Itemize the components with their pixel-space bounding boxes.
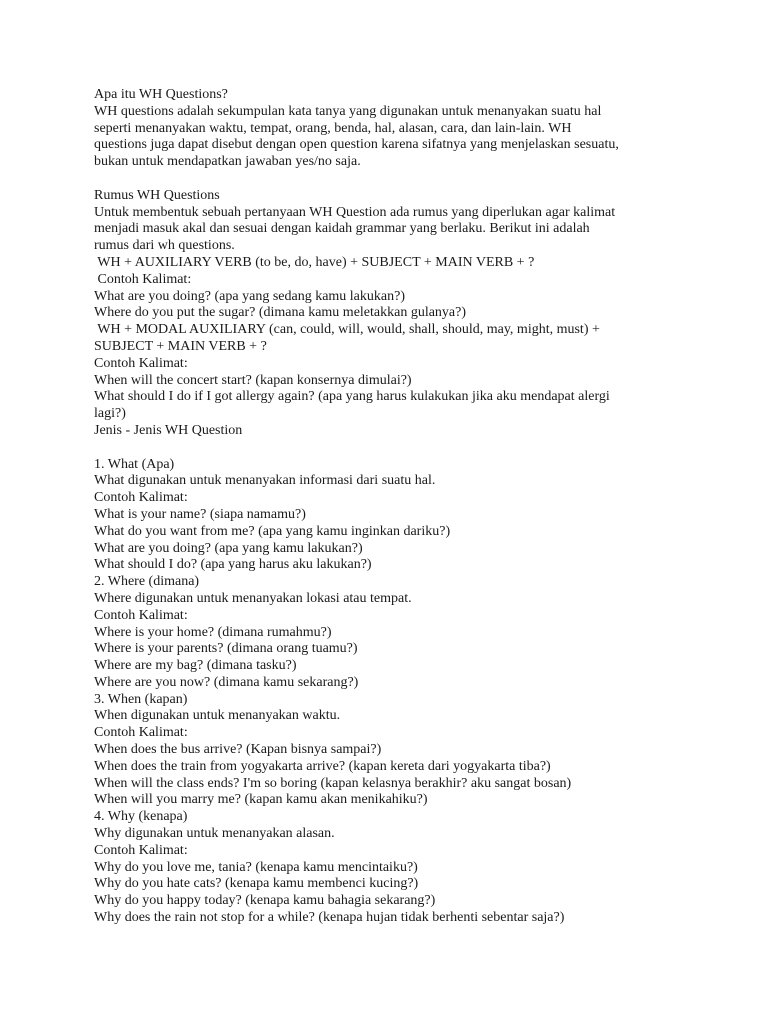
text-line: 4. Why (kenapa): [94, 809, 188, 825]
text-line: 2. Where (dimana): [94, 574, 200, 590]
text-line: What are you doing? (apa yang kamu lakukan?): [94, 540, 363, 556]
text-line: When does the train from yogyakarta arrive? (kapan kereta dari yogyakarta tiba?): [94, 758, 551, 774]
text-line: 1. What (Apa): [94, 456, 175, 472]
text-line: lagi?): [94, 406, 126, 422]
text-line: Contoh Kalimat:: [94, 607, 188, 623]
text-line: Why digunakan untuk menanyakan alasan.: [94, 826, 335, 842]
text-line: Untuk membentuk sebuah pertanyaan WH Question ada rumus yang diperlukan agar kalimat: [94, 204, 616, 220]
text-line: When will the class ends? I'm so boring (kapan kelasnya berakhir? aku sangat bosan): [94, 775, 572, 791]
text-line: What should I do if I got allergy again? (apa yang harus kulakukan jika aku mendapat alergi: [94, 389, 610, 405]
text-line: What should I do? (apa yang harus aku lakukan?): [94, 557, 372, 573]
text-line: Contoh Kalimat:: [94, 842, 188, 858]
text-line: Contoh Kalimat:: [94, 725, 188, 741]
text-line: questions juga dapat disebut dengan open question karena sifatnya yang menjelaskan sesuatu,: [94, 137, 619, 153]
text-line: rumus dari wh questions.: [94, 238, 235, 254]
text-line: Contoh Kalimat:: [94, 355, 188, 371]
text-line: WH + AUXILIARY VERB (to be, do, have) + SUBJECT + MAIN VERB + ?: [94, 254, 535, 270]
blank-line: [94, 440, 694, 457]
text-line: Why do you hate cats? (kenapa kamu membenci kucing?): [94, 876, 419, 892]
text-line: menjadi masuk akal dan sesuai dengan kaidah grammar yang berlaku. Berikut ini adalah: [94, 221, 590, 237]
text-line: seperti menanyakan waktu, tempat, orang, benda, hal, alasan, cara, dan lain-lain. WH: [94, 120, 572, 136]
text-line: WH + MODAL AUXILIARY (can, could, will, would, shall, should, may, might, must) +: [94, 322, 600, 338]
text-line: Where do you put the sugar? (dimana kamu meletakkan gulanya?): [94, 305, 467, 321]
document-body: [94, 87, 694, 927]
blank-line: [94, 171, 694, 188]
text-line: Where are my bag? (dimana tasku?): [94, 658, 297, 674]
text-line: Where are you now? (dimana kamu sekarang?): [94, 674, 359, 690]
text-line: 3. When (kapan): [94, 691, 188, 707]
text-line: Jenis - Jenis WH Question: [94, 422, 243, 438]
text-line: Why do you happy today? (kenapa kamu bahagia sekarang?): [94, 893, 436, 909]
text-line: When does the bus arrive? (Kapan bisnya sampai?): [94, 742, 382, 758]
text-line: What digunakan untuk menanyakan informasi dari suatu hal.: [94, 473, 436, 489]
text-line: Apa itu WH Questions?: [94, 87, 228, 102]
text-line: Contoh Kalimat:: [94, 271, 192, 287]
text-line: Contoh Kalimat:: [94, 490, 188, 506]
text-line: Where is your parents? (dimana orang tuamu?): [94, 641, 358, 657]
text-line: When will the concert start? (kapan konsernya dimulai?): [94, 372, 412, 388]
text-line: What do you want from me? (apa yang kamu inginkan dariku?): [94, 523, 451, 539]
text-line: What are you doing? (apa yang sedang kamu lakukan?): [94, 288, 405, 304]
text-line: What is your name? (siapa namamu?): [94, 506, 306, 522]
text-line: SUBJECT + MAIN VERB + ?: [94, 338, 267, 354]
text-line: Why does the rain not stop for a while? (kenapa hujan tidak berhenti sebentar saja?): [94, 910, 565, 926]
text-line: Where is your home? (dimana rumahmu?): [94, 624, 332, 640]
text-line: WH questions adalah sekumpulan kata tanya yang digunakan untuk menanyakan suatu hal: [94, 103, 602, 119]
text-line: bukan untuk mendapatkan jawaban yes/no saja.: [94, 154, 361, 170]
text-line: Rumus WH Questions: [94, 187, 220, 203]
text-line: When will you marry me? (kapan kamu akan menikahiku?): [94, 792, 428, 808]
text-line: Why do you love me, tania? (kenapa kamu mencintaiku?): [94, 859, 418, 875]
text-line: Where digunakan untuk menanyakan lokasi atau tempat.: [94, 590, 412, 606]
text-line: When digunakan untuk menanyakan waktu.: [94, 708, 341, 724]
